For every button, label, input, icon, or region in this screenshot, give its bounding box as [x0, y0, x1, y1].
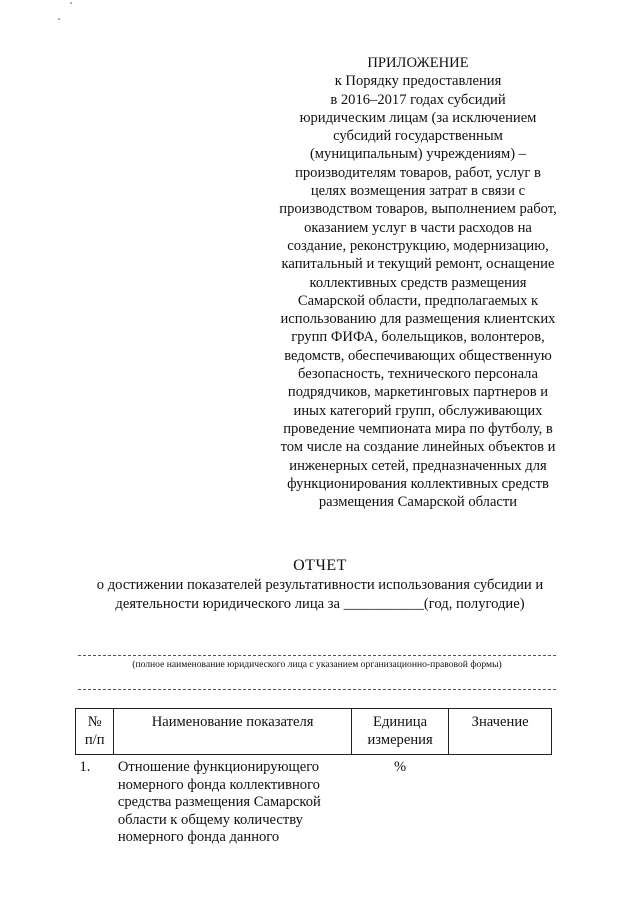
appendix-line: оказанием услуг в части расходов на — [304, 219, 532, 236]
row-unit: % — [393, 759, 407, 775]
row-num: 1. — [79, 759, 91, 775]
appendix-line: подрядчиков, маркетинговых партнеров и — [287, 384, 549, 401]
header-num-line: № — [87, 714, 102, 730]
header-unit — [351, 709, 448, 755]
row-name — [114, 755, 351, 851]
appendix-line: в 2016–2017 годах субсидий — [330, 91, 506, 108]
header-num-line: п/п — [84, 731, 105, 748]
appendix-line: групп ФИФА, болельщиков, волонтеров, — [291, 329, 545, 346]
table-row — [76, 755, 552, 851]
header-num — [76, 709, 114, 755]
appendix-line: функционирования коллективных средств — [287, 475, 549, 492]
appendix-line: целях возмещения затрат в связи с — [310, 183, 526, 200]
header-value: Значение — [449, 709, 552, 755]
org-name-caption: (полное наименование юридического лица с указанием организационно-правовой формы) — [132, 659, 502, 670]
row-name-line: Отношение функционирующего — [117, 759, 320, 775]
row-name-line: номерного фонда коллективного — [117, 776, 320, 793]
appendix-line: производителям товаров, работ, услуг в — [295, 164, 541, 181]
row-name-line: средства размещения Самарской — [117, 794, 321, 810]
appendix-line: субсидий государственным — [333, 128, 503, 145]
appendix-line: использованию для размещения клиентских — [280, 311, 556, 328]
appendix-line: юридическим лицам (за исключением — [299, 109, 537, 126]
appendix-line: проведение чемпионата мира по футболу, в — [283, 420, 553, 437]
appendix-line: безопасность, технического персонала — [298, 366, 538, 383]
header-unit-line: Единица — [373, 714, 428, 730]
row-name-line: области к общему количеству — [117, 811, 303, 828]
appendix-block — [268, 54, 568, 511]
header-unit-line: измерения — [367, 731, 433, 748]
org-name-line-2 — [78, 689, 556, 690]
appendix-line: инженерных сетей, предназначенных для — [289, 457, 547, 474]
report-title: ОТЧЕТ — [293, 557, 347, 574]
appendix-line: коллективных средств размещения — [309, 274, 527, 291]
appendix-line: ведомств, обеспечивающих общественную — [284, 347, 552, 364]
org-name-line — [78, 655, 556, 656]
appendix-line: производством товаров, выполнением работ, — [279, 201, 557, 218]
appendix-line: (муниципальным) учреждениям) – — [309, 146, 527, 163]
header-name: Наименование показателя — [114, 709, 351, 755]
appendix-line: создание, реконструкцию, модернизацию, — [287, 237, 549, 254]
scan-speck — [58, 18, 60, 20]
report-subtitle-line: о достижении показателей результативности использования субсидии и — [96, 577, 544, 593]
row-value — [449, 755, 552, 851]
appendix-line: иных категорий групп, обслуживающих — [293, 402, 543, 419]
report-subtitle-line: деятельности юридического лица за ___________(год, полугодие) — [115, 596, 525, 612]
scan-speck — [70, 2, 72, 4]
indicators-table — [75, 708, 552, 851]
appendix-line: капитальный и текущий ремонт, оснащение — [281, 256, 555, 273]
appendix-line: размещения Самарской области — [318, 494, 518, 511]
appendix-line: Самарской области, предполагаемых к — [297, 292, 539, 309]
report-subtitle — [60, 576, 580, 614]
appendix-title: ПРИЛОЖЕНИЕ — [367, 55, 469, 71]
table-header-row — [76, 709, 552, 755]
row-name-line: номерного фонда данного — [117, 829, 280, 845]
appendix-line: том числе на создание линейных объектов и — [280, 439, 556, 456]
appendix-line: к Порядку предоставления — [334, 73, 502, 90]
